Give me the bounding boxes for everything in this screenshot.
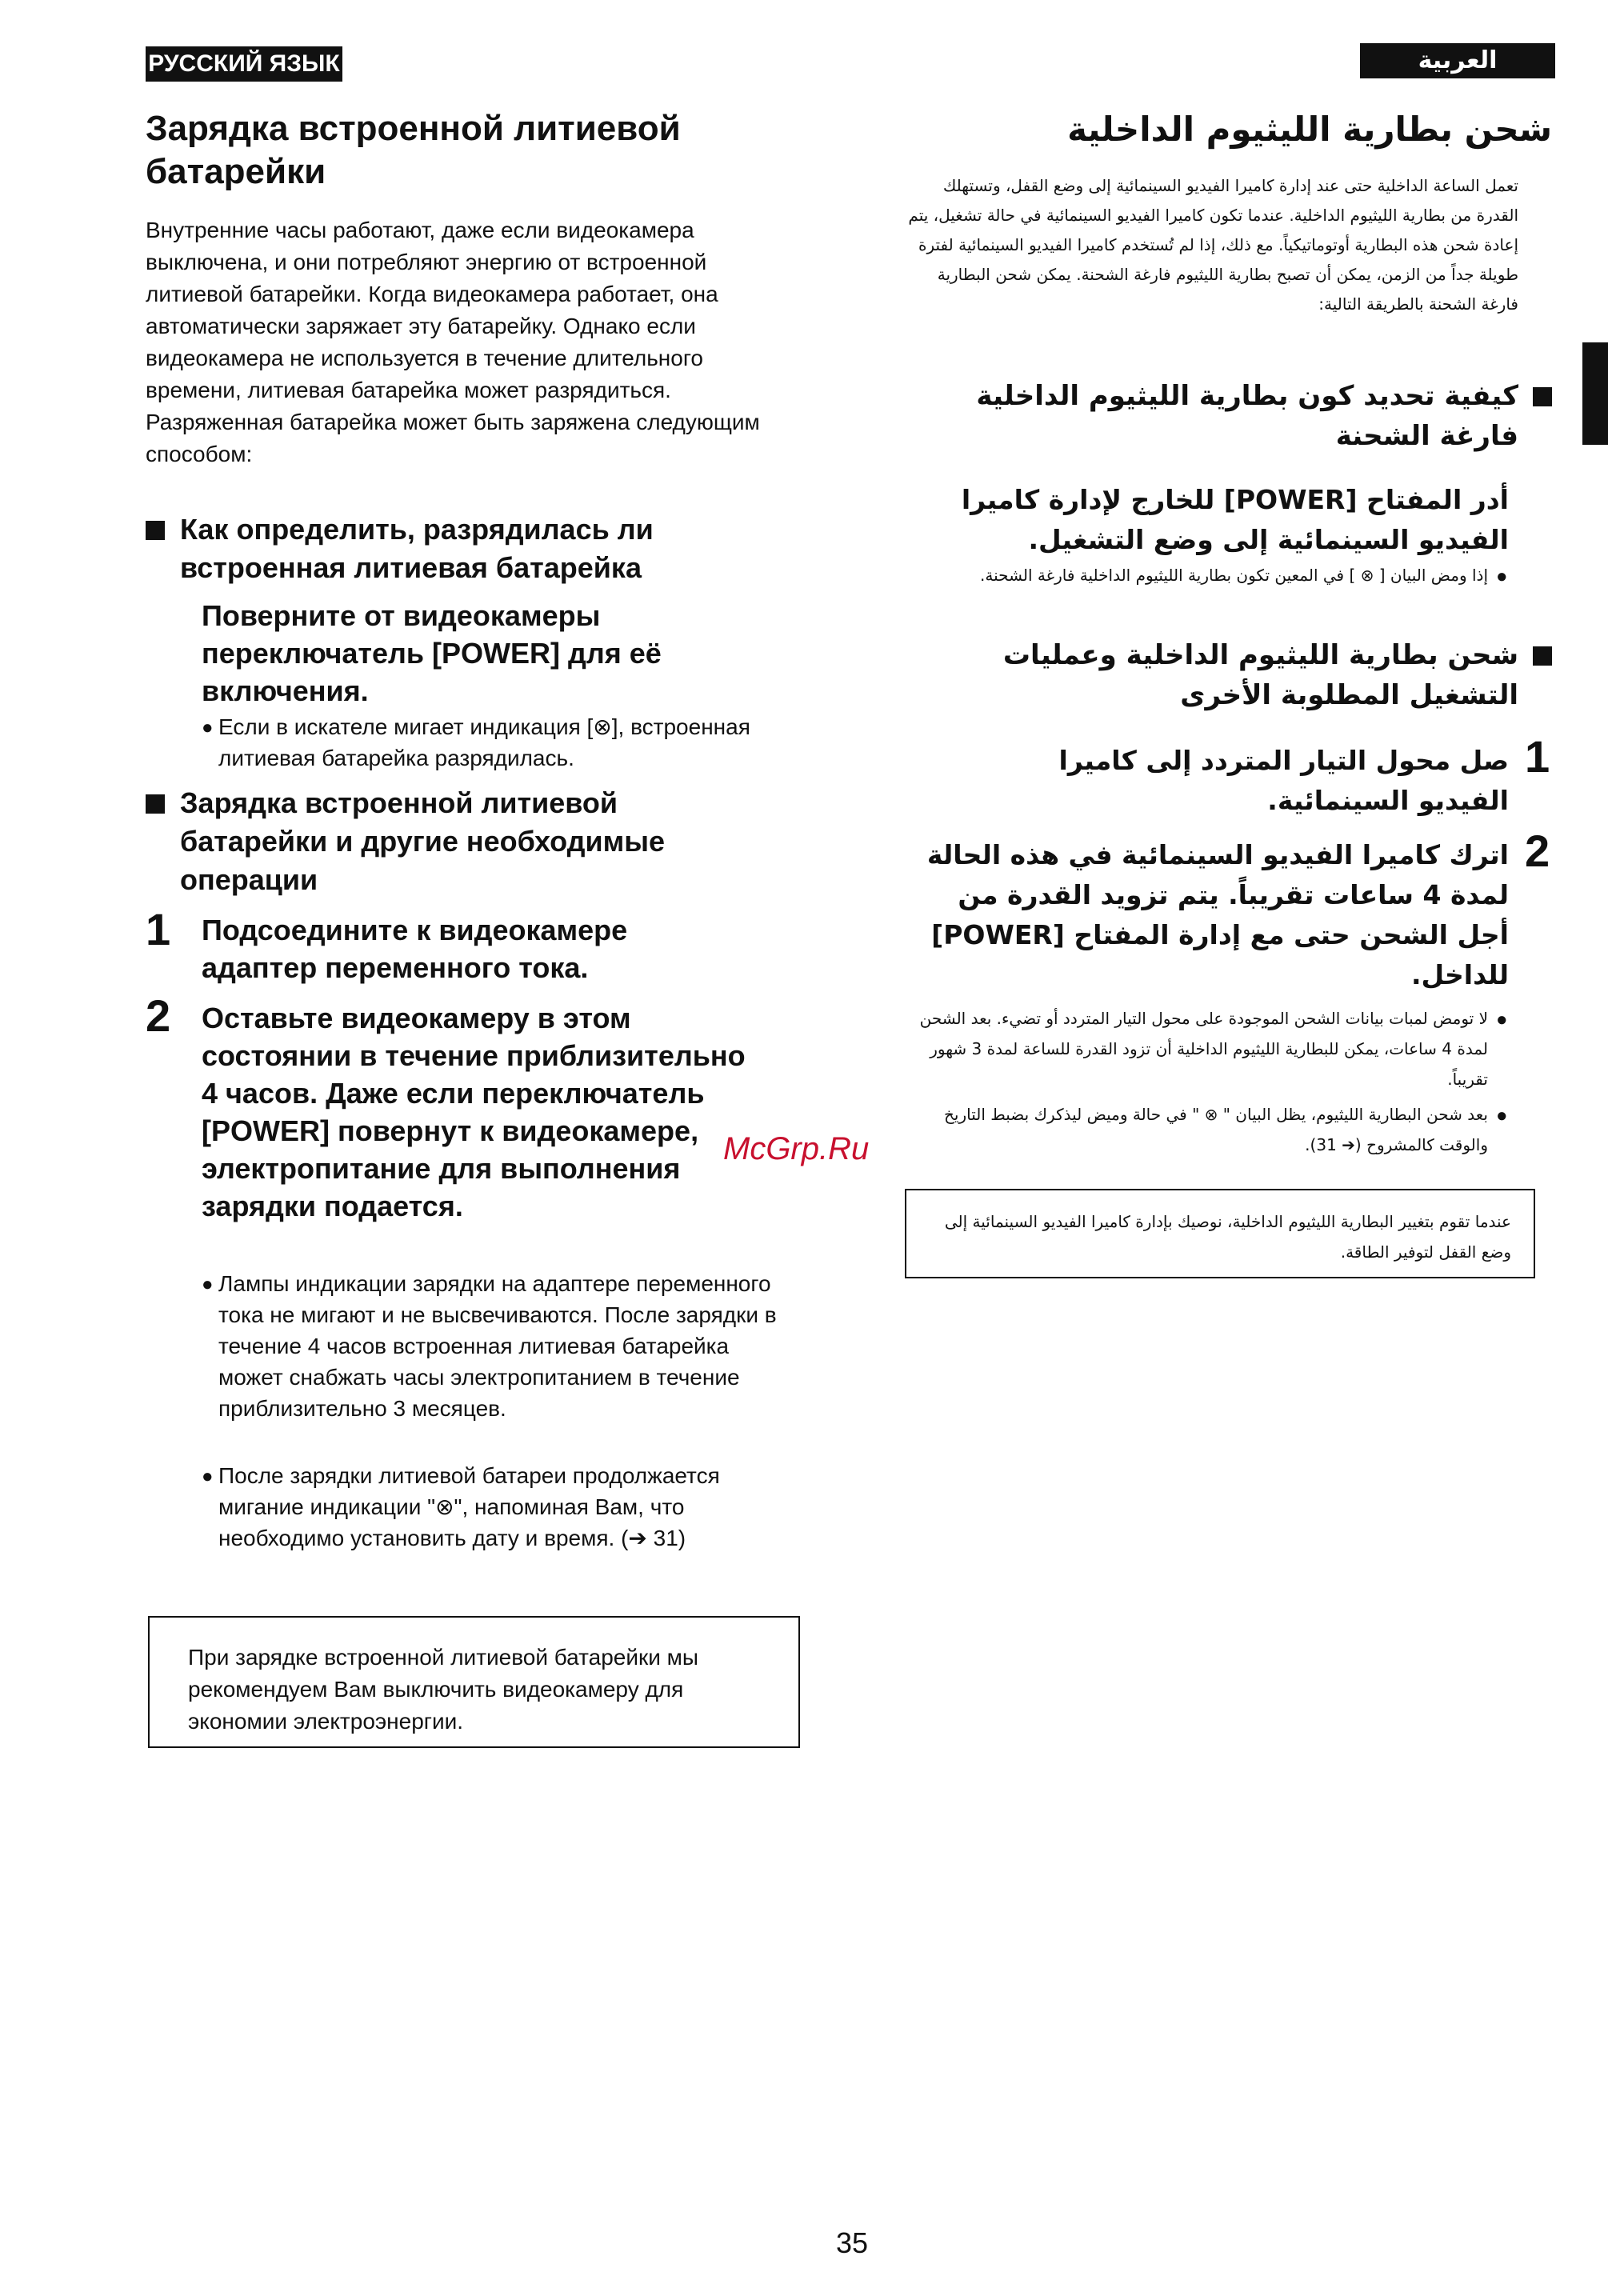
- ar-section2-heading: شحن بطارية الليثيوم الداخلية وعمليات التشغيل المطلوبة الأخرى: [1002, 639, 1518, 711]
- ar-section1-heading: كيفية تحديد كون بطارية الليثيوم الداخلية فارغة الشحنة: [976, 380, 1518, 452]
- bullet-icon: ●: [202, 1274, 214, 1295]
- ar-tip-box: [905, 1189, 1535, 1278]
- ru-step2-note1: Лампы индикации зарядки на адаптере переменного тока не мигают и не высвечиваются. После зарядки в течение 4 часов встроенная литиевая батарейка может снабжать часы электропитанием в течение приблизительно 3 месяцев.: [218, 1271, 777, 1421]
- ru-page-title: Зарядка встроенной литиевой батарейки: [146, 109, 681, 191]
- ar-intro-paragraph: تعمل الساعة الداخلية حتى عند إدارة كاميرا الفيديو السينمائية إلى وضع القفل، وتستهلك القدرة من بطارية الليثيوم الداخلية. عندما تكون كاميرا الفيديو السينمائية في حالة تشغيل، يتم إعادة شحن هذه البطارية أوتوماتيكياً. مع ذلك، إذا لم تُستخدم كاميرا الفيديو السينمائية لفترة طويلة جداً من الزمن، يمكن أن تصبح بطارية الليثيوم فارغة الشحنة. يمكن شحن البطارية فارغة الشحنة بالطريقة التالية:: [908, 176, 1518, 314]
- black-square-icon: [146, 521, 165, 540]
- ru-section2-heading: Зарядка встроенной литиевой батарейки и другие необходимые операции: [180, 786, 665, 896]
- side-tab-marker: [1582, 342, 1608, 445]
- ru-section1-note: Если в искателе мигает индикация [⊗], встроенная литиевая батарейка разрядилась.: [218, 714, 750, 770]
- bullet-icon: ●: [202, 1466, 214, 1487]
- ru-tip-text: При зарядке встроенной литиевой батарейки мы рекомендуем Вам выключить видеокамеру для экономии электроэнергии.: [188, 1645, 699, 1734]
- ar-section1-note: إذا ومض البيان [ ⊗ ] في المعين تكون بطارية الليثيوم الداخلية فارغة الشحنة.: [980, 566, 1488, 585]
- ru-step2-text: Оставьте видеокамеру в этом состоянии в течение приблизительно 4 часов. Даже если переключатель [POWER] повернут к видеокамере, электропитание для выполнения зарядки подается.: [202, 1002, 746, 1222]
- ar-section1-instruction: أدر المفتاح [POWER] للخارج لإدارة كاميرا الفيديو السينمائية إلى وضع التشغيل.: [961, 484, 1509, 555]
- ar-step2-number: 2: [1525, 826, 1550, 876]
- page-number: 35: [835, 2226, 869, 2259]
- ru-language-tag: РУССКИЙ ЯЗЫК: [146, 46, 342, 82]
- ru-step2-note2: После зарядки литиевой батареи продолжается мигание индикации "⊗", напоминая Вам, что необходимо установить дату и время. (➔ 31): [218, 1463, 720, 1550]
- ar-language-tag: العربية: [1360, 43, 1555, 78]
- ru-step2-number: 2: [146, 990, 171, 1041]
- bullet-icon: ●: [202, 717, 214, 738]
- bullet-icon: ●: [1496, 1009, 1508, 1030]
- ru-step1-text: Подсоедините к видеокамере адаптер переменного тока.: [202, 914, 628, 984]
- ru-section1-heading: Как определить, разрядилась ли встроенная литиевая батарейка: [180, 513, 654, 584]
- ar-step1-number: 1: [1525, 731, 1550, 782]
- ar-tip-text: عندما تقوم بتغيير البطارية الليثيوم الداخلية، نوصيك بإدارة كاميرا الفيديو السينمائية إلى وضع القفل لتوفير الطاقة.: [944, 1212, 1511, 1262]
- ar-step1-text: صل محول التيار المتردد إلى كاميرا الفيديو السينمائية.: [1058, 745, 1509, 816]
- ru-tip-box: [148, 1616, 800, 1748]
- ar-step2-text: اترك كاميرا الفيديو السينمائية في هذه الحالة لمدة 4 ساعات تقريباً. يتم تزويد القدرة من أجل الشحن حتى مع إدارة المفتاح [POWER] للداخل.: [926, 839, 1509, 990]
- watermark-text: McGrp.Ru: [723, 1131, 870, 1166]
- ru-intro-paragraph: Внутренние часы работают, даже если видеокамера выключена, и они потребляют энергию от встроенной литиевой батарейки. Когда видеокамера работает, она автоматически заряжает эту батарейку. Однако если видеокамера не используется в течение длительного времени, литиевая батарейка может разрядиться. Разряженная батарейка может быть заряжена следующим способом:: [146, 218, 760, 466]
- bullet-icon: ●: [1496, 566, 1508, 587]
- black-square-icon: [1533, 646, 1552, 666]
- bullet-icon: ●: [1496, 1105, 1508, 1126]
- ar-step2-note2: بعد شحن البطارية الليثيوم، يظل البيان " ⊗ " في حالة وميض ليذكرك بضبط التاريخ والوقت كالمشروح (➔ 31).: [944, 1105, 1488, 1154]
- ru-step1-number: 1: [146, 904, 171, 954]
- ar-page-title: شحن بطارية الليثيوم الداخلية: [1067, 110, 1552, 149]
- black-square-icon: [146, 794, 165, 814]
- ar-step2-note1: لا تومض لمبات بيانات الشحن الموجودة على محول التيار المتردد أو تضيء. بعد الشحن لمدة 4 ساعات، يمكن للبطارية الليثيوم الداخلية أن تزود القدرة للساعة لمدة 3 شهور تقريباً.: [919, 1009, 1488, 1089]
- ru-section1-instruction: Поверните от видеокамеры переключатель [POWER] для её включения.: [202, 599, 662, 707]
- black-square-icon: [1533, 387, 1552, 406]
